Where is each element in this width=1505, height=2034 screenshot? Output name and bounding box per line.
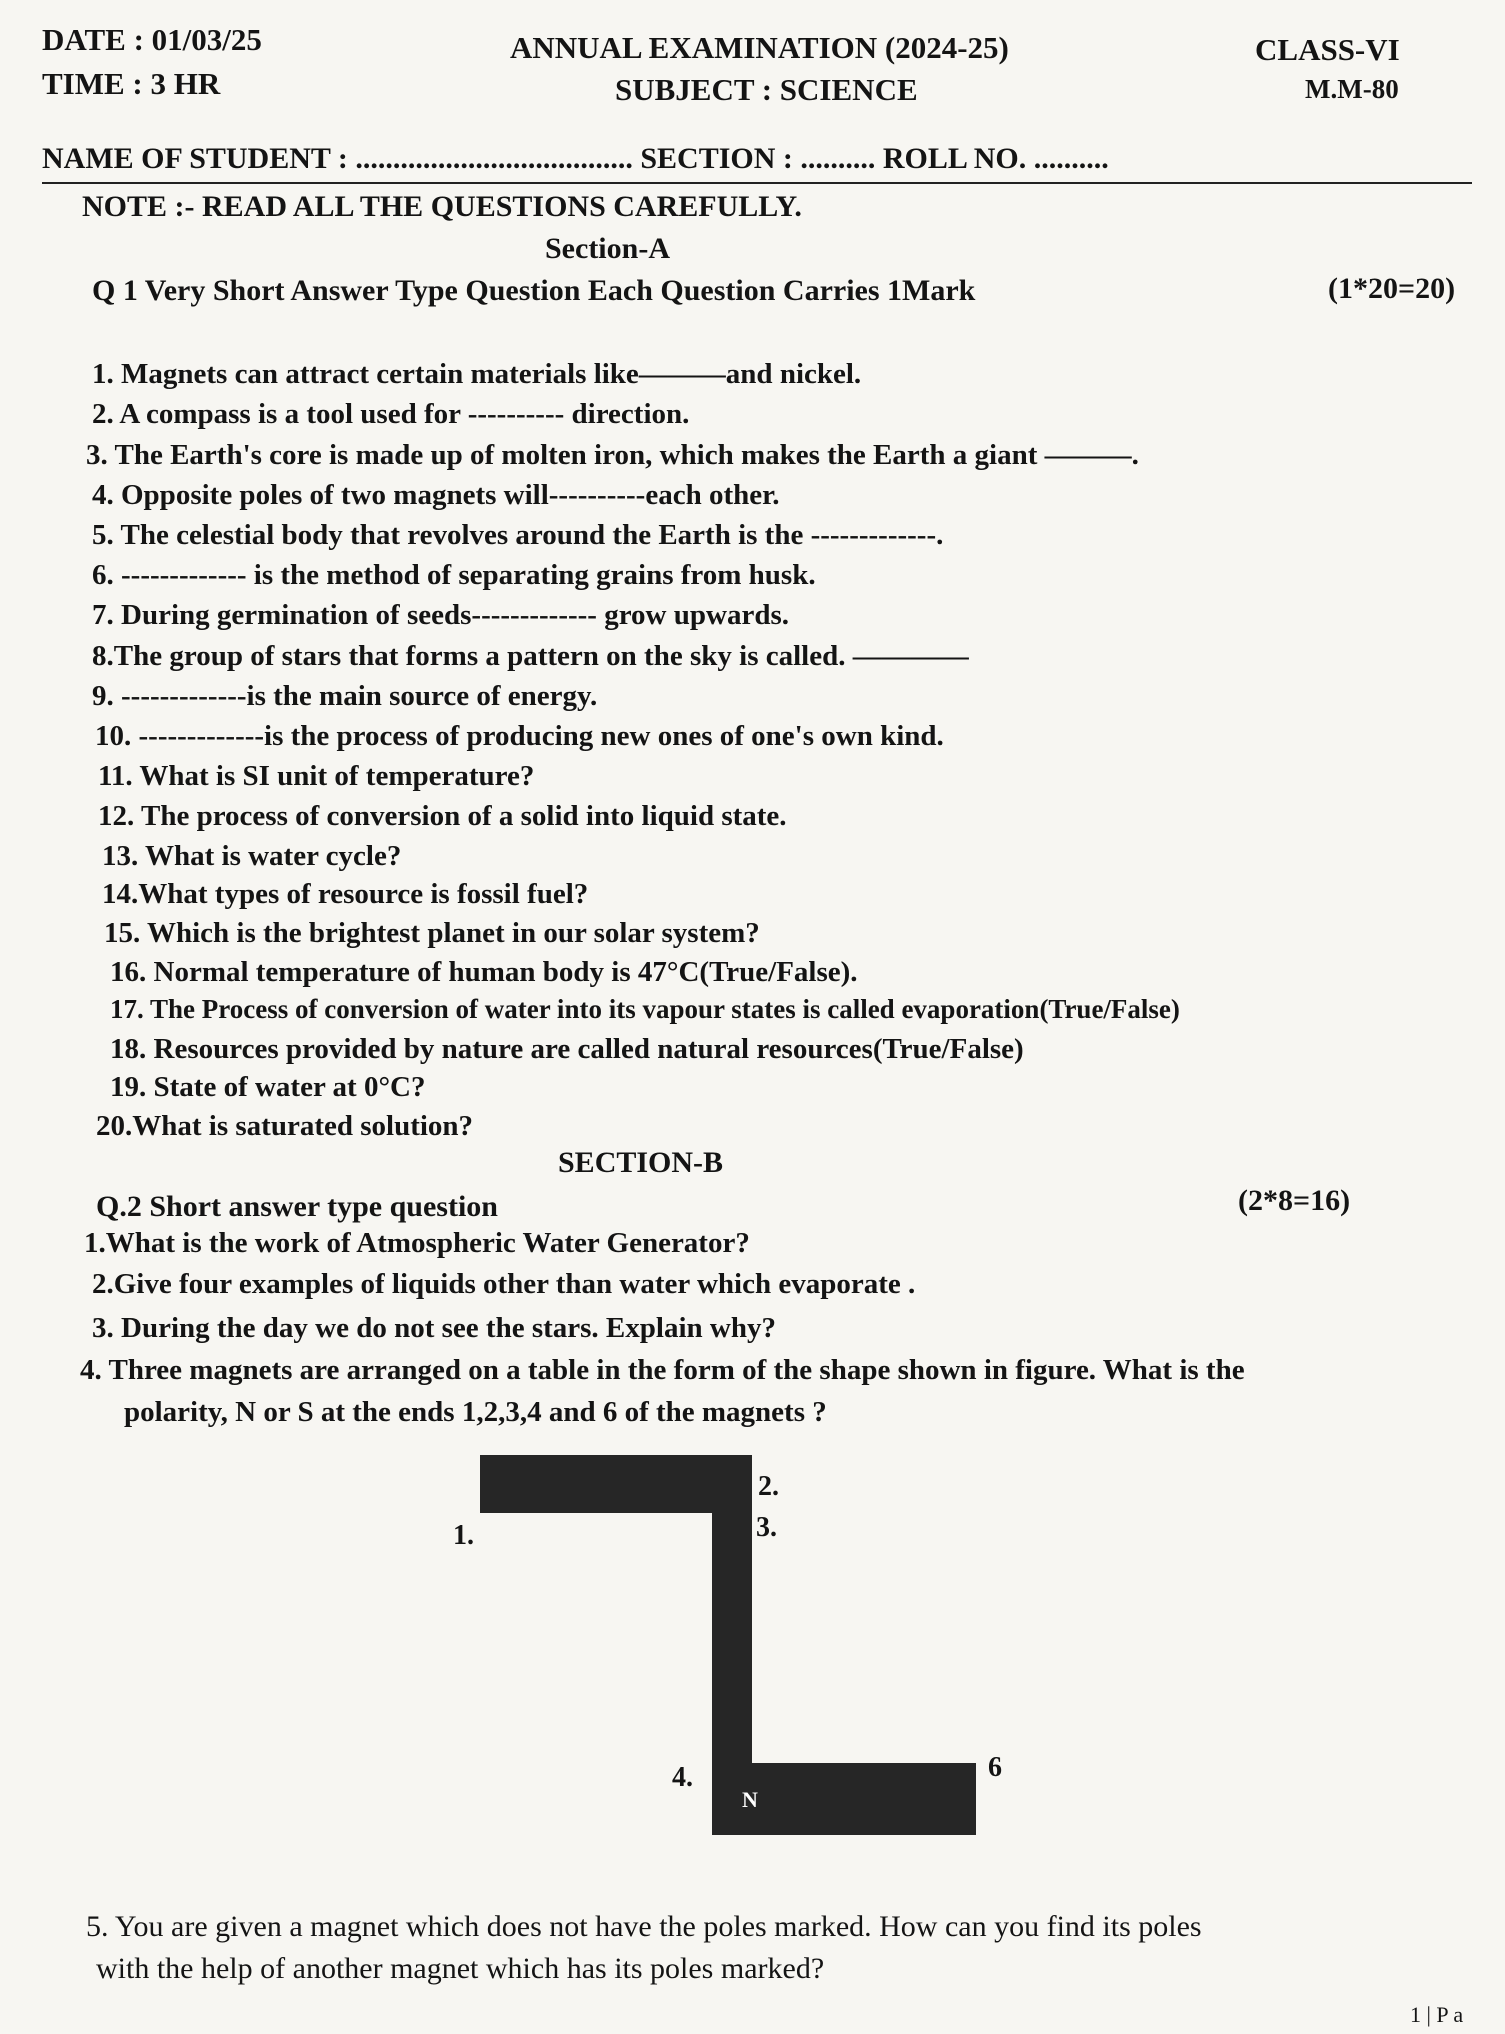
- bottom-magnet: [714, 1763, 976, 1835]
- exam-note: NOTE :- READ ALL THE QUESTIONS CAREFULLY.: [82, 190, 802, 223]
- header-divider: [42, 182, 1472, 184]
- question-a10: 10. -------------is the process of producing new ones of one's own kind.: [95, 720, 944, 752]
- section-a-marks: (1*20=20): [1328, 272, 1456, 305]
- question-a13: 13. What is water cycle?: [102, 840, 402, 872]
- question-b2: 2.Give four examples of liquids other than water which evaporate .: [92, 1268, 916, 1300]
- question-a3: 3. The Earth's core is made up of molten iron, which makes the Earth a giant ———.: [86, 439, 1139, 471]
- question-a6: 6. ------------- is the method of separating grains from husk.: [92, 559, 816, 591]
- question-a4: 4. Opposite poles of two magnets will----------each other.: [92, 479, 780, 511]
- exam-title: ANNUAL EXAMINATION (2024-25): [510, 30, 1009, 65]
- question-a20: 20.What is saturated solution?: [96, 1110, 474, 1142]
- page-number: 1 | P a: [1410, 2002, 1464, 2027]
- question-b1: 1.What is the work of Atmospheric Water Generator?: [84, 1227, 750, 1259]
- question-a8: 8.The group of stars that forms a pattern on the sky is called. ————: [92, 640, 969, 672]
- question-b4-line2: polarity, N or S at the ends 1,2,3,4 and 6 of the magnets ?: [124, 1396, 827, 1428]
- question-a1: 1. Magnets can attract certain materials like———and nickel.: [92, 358, 862, 390]
- section-b-title: SECTION-B: [558, 1146, 724, 1179]
- section-b-marks: (2*8=16): [1238, 1184, 1351, 1217]
- question-a11: 11. What is SI unit of temperature?: [98, 760, 535, 792]
- section-a-title: Section-A: [545, 232, 670, 265]
- question-b3: 3. During the day we do not see the stars. Explain why?: [92, 1312, 776, 1344]
- class-label: CLASS-VI: [1255, 32, 1400, 67]
- figure-label-6: 6: [988, 1752, 1002, 1783]
- exam-time: TIME : 3 HR: [42, 66, 221, 101]
- question-b5-line2: with the help of another magnet which has its poles marked?: [96, 1952, 825, 1985]
- question-a19: 19. State of water at 0°C?: [110, 1071, 426, 1103]
- exam-subject: SUBJECT : SCIENCE: [615, 72, 918, 107]
- question-a14: 14.What types of resource is fossil fuel?: [102, 878, 589, 910]
- question-b5-line1: 5. You are given a magnet which does not have the poles marked. How can you find its poles: [86, 1910, 1202, 1943]
- question-a12: 12. The process of conversion of a solid into liquid state.: [98, 800, 787, 832]
- question-a18: 18. Resources provided by nature are called natural resources(True/False): [110, 1033, 1024, 1065]
- figure-label-2: 2.: [758, 1471, 779, 1502]
- question-a2: 2. A compass is a tool used for ---------- direction.: [92, 398, 690, 430]
- exam-date: DATE : 01/03/25: [42, 22, 262, 57]
- section-b-heading: Q.2 Short answer type question: [96, 1190, 498, 1223]
- max-marks: M.M-80: [1305, 74, 1399, 104]
- figure-label-4: 4.: [672, 1762, 693, 1793]
- question-a5: 5. The celestial body that revolves around the Earth is the -------------.: [92, 519, 944, 551]
- north-pole-label: N: [742, 1787, 758, 1812]
- question-a16: 16. Normal temperature of human body is 47°C(True/False).: [110, 956, 858, 988]
- section-a-heading: Q 1 Very Short Answer Type Question Each Question Carries 1Mark: [92, 274, 976, 307]
- question-a7: 7. During germination of seeds------------- grow upwards.: [92, 599, 789, 631]
- question-a17: 17. The Process of conversion of water into its vapour states is called evaporation(True/False): [110, 994, 1180, 1024]
- question-a9: 9. -------------is the main source of energy.: [92, 680, 598, 712]
- figure-label-3: 3.: [756, 1512, 777, 1543]
- student-details-line: NAME OF STUDENT : ..................................... SECTION : .......... ROLL NO. ..........: [42, 142, 1109, 175]
- figure-label-1: 1.: [453, 1520, 474, 1551]
- question-b4-line1: 4. Three magnets are arranged on a table in the form of the shape shown in figure. What is the: [80, 1354, 1245, 1386]
- question-a15: 15. Which is the brightest planet in our solar system?: [104, 917, 760, 949]
